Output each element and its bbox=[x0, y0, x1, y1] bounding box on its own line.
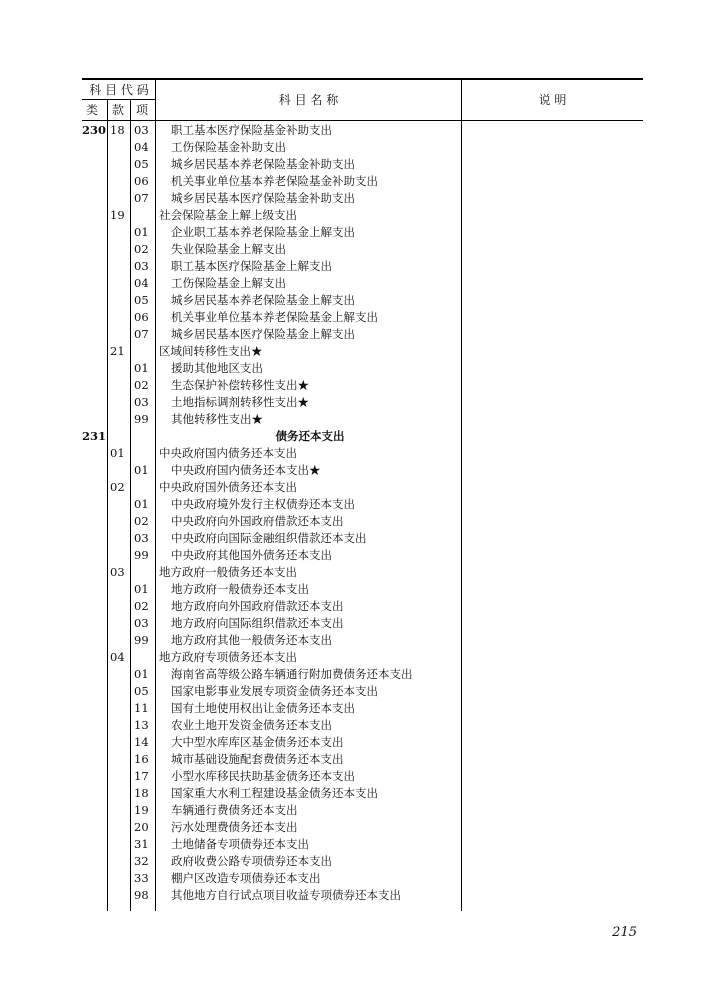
table-row bbox=[82, 581, 643, 598]
subject-name: 机关事业单位基本养老保险基金上解支出 bbox=[171, 310, 378, 324]
table-row bbox=[82, 649, 643, 666]
table-row bbox=[82, 853, 643, 870]
subject-name: 土地指标调剂转移性支出★ bbox=[171, 395, 309, 409]
code-kuan: 04 bbox=[110, 650, 125, 664]
table-row bbox=[82, 785, 643, 802]
code-xiang: 03 bbox=[134, 395, 149, 409]
table-row bbox=[82, 275, 643, 292]
header-col-xiang: 项 bbox=[136, 103, 149, 117]
code-xiang: 01 bbox=[134, 582, 149, 596]
subject-name: 国有土地使用权出让金债务还本支出 bbox=[171, 701, 355, 715]
code-xiang: 07 bbox=[134, 327, 149, 341]
subject-name: 国家重大水利工程建设基金债务还本支出 bbox=[171, 786, 378, 800]
subject-name: 债务还本支出 bbox=[275, 429, 345, 443]
table-row bbox=[82, 700, 643, 717]
table-row bbox=[82, 496, 643, 513]
table-row bbox=[82, 717, 643, 734]
table-row bbox=[82, 224, 643, 241]
subject-name: 小型水库移民扶助基金债务还本支出 bbox=[171, 769, 355, 783]
code-xiang: 03 bbox=[134, 259, 149, 273]
subject-name: 职工基本医疗保险基金补助支出 bbox=[171, 123, 332, 137]
subject-name: 中央政府向国际金融组织借款还本支出 bbox=[171, 531, 367, 545]
code-kuan: 21 bbox=[110, 344, 125, 358]
table-top-rule bbox=[82, 78, 643, 80]
subject-name: 棚户区改造专项债券还本支出 bbox=[171, 871, 321, 885]
code-kuan: 03 bbox=[110, 565, 125, 579]
table-row bbox=[82, 547, 643, 564]
subject-name: 政府收费公路专项债券还本支出 bbox=[171, 854, 332, 868]
subject-name: 地方政府向外国政府借款还本支出 bbox=[171, 599, 344, 613]
code-xiang: 01 bbox=[134, 497, 149, 511]
subject-name: 其他转移性支出★ bbox=[171, 412, 263, 426]
table-row bbox=[82, 530, 643, 547]
code-xiang: 06 bbox=[134, 310, 149, 324]
table-row bbox=[82, 360, 643, 377]
code-lei: 231 bbox=[82, 429, 107, 443]
code-xiang: 99 bbox=[134, 633, 149, 647]
subject-name: 中央政府国内债务还本支出 bbox=[159, 446, 297, 460]
subject-name: 城乡居民基本养老保险基金补助支出 bbox=[171, 157, 355, 171]
code-xiang: 01 bbox=[134, 361, 149, 375]
code-xiang: 02 bbox=[134, 378, 149, 392]
table-row bbox=[82, 156, 643, 173]
header-col-kuan: 款 bbox=[112, 103, 125, 117]
code-xiang: 11 bbox=[134, 701, 149, 715]
table-row bbox=[82, 819, 643, 836]
table-row bbox=[82, 207, 643, 224]
table-row bbox=[82, 513, 643, 530]
code-kuan: 18 bbox=[110, 123, 125, 137]
subject-name: 地方政府其他一般债务还本支出 bbox=[171, 633, 332, 647]
table-row bbox=[82, 411, 643, 428]
code-xiang: 18 bbox=[134, 786, 149, 800]
code-kuan: 02 bbox=[110, 480, 125, 494]
code-xiang: 17 bbox=[134, 769, 149, 783]
code-xiang: 33 bbox=[134, 871, 149, 885]
header-col-lei: 类 bbox=[86, 103, 99, 117]
code-xiang: 04 bbox=[134, 140, 149, 154]
code-xiang: 05 bbox=[134, 157, 149, 171]
table-row bbox=[82, 479, 643, 496]
code-xiang: 02 bbox=[134, 242, 149, 256]
table-row bbox=[82, 241, 643, 258]
table-row bbox=[82, 377, 643, 394]
subject-name: 中央政府境外发行主权债券还本支出 bbox=[171, 497, 355, 511]
table-row bbox=[82, 683, 643, 700]
table-row bbox=[82, 445, 643, 462]
code-xiang: 31 bbox=[134, 837, 149, 851]
table-row bbox=[82, 666, 643, 683]
subject-name: 国家电影事业发展专项资金债务还本支出 bbox=[171, 684, 378, 698]
subject-name: 城市基础设施配套费债务还本支出 bbox=[171, 752, 344, 766]
code-xiang: 19 bbox=[134, 803, 149, 817]
table-row bbox=[82, 615, 643, 632]
subject-name: 地方政府向国际组织借款还本支出 bbox=[171, 616, 344, 630]
subject-name: 城乡居民基本医疗保险基金上解支出 bbox=[171, 327, 355, 341]
header-col-desc: 说 明 bbox=[538, 93, 567, 107]
code-xiang: 98 bbox=[134, 888, 149, 902]
table-row bbox=[82, 734, 643, 751]
subject-name: 地方政府专项债务还本支出 bbox=[159, 650, 297, 664]
subject-name: 地方政府一般债务还本支出 bbox=[159, 565, 297, 579]
code-xiang: 02 bbox=[134, 599, 149, 613]
code-xiang: 06 bbox=[134, 174, 149, 188]
table-row bbox=[82, 751, 643, 768]
subject-name: 中央政府向外国政府借款还本支出 bbox=[171, 514, 344, 528]
code-xiang: 03 bbox=[134, 531, 149, 545]
table-row bbox=[82, 564, 643, 581]
table-row bbox=[82, 326, 643, 343]
code-kuan: 19 bbox=[110, 208, 125, 222]
subject-name: 城乡居民基本养老保险基金上解支出 bbox=[171, 293, 355, 307]
subject-name: 工伤保险基金补助支出 bbox=[171, 140, 286, 154]
subject-name: 工伤保险基金上解支出 bbox=[171, 276, 286, 290]
code-xiang: 01 bbox=[134, 463, 149, 477]
code-xiang: 03 bbox=[134, 616, 149, 630]
subject-name: 大中型水库库区基金债务还本支出 bbox=[171, 735, 344, 749]
code-xiang: 13 bbox=[134, 718, 149, 732]
table-row bbox=[82, 598, 643, 615]
code-xiang: 05 bbox=[134, 684, 149, 698]
table-row bbox=[82, 190, 643, 207]
subject-name: 援助其他地区支出 bbox=[171, 361, 263, 375]
header-col-name: 科 目 名 称 bbox=[278, 93, 339, 107]
code-xiang: 16 bbox=[134, 752, 149, 766]
code-xiang: 07 bbox=[134, 191, 149, 205]
subject-name: 农业土地开发资金债务还本支出 bbox=[171, 718, 332, 732]
subject-name: 区域间转移性支出★ bbox=[159, 344, 263, 358]
table-row bbox=[82, 292, 643, 309]
code-xiang: 01 bbox=[134, 225, 149, 239]
table-row bbox=[82, 122, 643, 139]
subject-name: 中央政府其他国外债务还本支出 bbox=[171, 548, 332, 562]
table-row bbox=[82, 258, 643, 275]
subject-name: 城乡居民基本医疗保险基金补助支出 bbox=[171, 191, 355, 205]
code-xiang: 14 bbox=[134, 735, 149, 749]
subject-name: 失业保险基金上解支出 bbox=[171, 242, 286, 256]
table-row bbox=[82, 309, 643, 326]
subject-name: 职工基本医疗保险基金上解支出 bbox=[171, 259, 332, 273]
subject-name: 其他地方自行试点项目收益专项债券还本支出 bbox=[171, 888, 401, 902]
subject-name: 车辆通行费债务还本支出 bbox=[171, 803, 298, 817]
code-xiang: 99 bbox=[134, 412, 149, 426]
subject-name: 机关事业单位基本养老保险基金补助支出 bbox=[171, 174, 378, 188]
table-row bbox=[82, 173, 643, 190]
header-subrule bbox=[82, 99, 155, 100]
page-number: 215 bbox=[612, 925, 637, 940]
table-row bbox=[82, 343, 643, 360]
table-row bbox=[82, 632, 643, 649]
code-lei: 230 bbox=[82, 123, 107, 137]
code-xiang: 32 bbox=[134, 854, 149, 868]
subject-name: 地方政府一般债券还本支出 bbox=[171, 582, 309, 596]
subject-name: 中央政府国外债务还本支出 bbox=[159, 480, 297, 494]
subject-name: 社会保险基金上解上级支出 bbox=[159, 208, 297, 222]
table-row bbox=[82, 870, 643, 887]
table-row bbox=[82, 802, 643, 819]
table-row bbox=[82, 836, 643, 853]
code-xiang: 02 bbox=[134, 514, 149, 528]
subject-name: 海南省高等级公路车辆通行附加费债务还本支出 bbox=[171, 667, 413, 681]
subject-name: 企业职工基本养老保险基金上解支出 bbox=[171, 225, 355, 239]
code-xiang: 05 bbox=[134, 293, 149, 307]
table-row bbox=[82, 768, 643, 785]
table-row bbox=[82, 428, 643, 445]
code-xiang: 04 bbox=[134, 276, 149, 290]
table-row bbox=[82, 887, 643, 904]
code-kuan: 01 bbox=[110, 446, 125, 460]
subject-name: 污水处理费债务还本支出 bbox=[171, 820, 298, 834]
header-code-group: 科 目 代 码 bbox=[89, 83, 149, 97]
table-row bbox=[82, 462, 643, 479]
subject-name: 土地储备专项债券还本支出 bbox=[171, 837, 309, 851]
code-xiang: 01 bbox=[134, 667, 149, 681]
table-row bbox=[82, 139, 643, 156]
subject-name: 中央政府国内债务还本支出★ bbox=[171, 463, 321, 477]
code-xiang: 03 bbox=[134, 123, 149, 137]
code-xiang: 20 bbox=[134, 820, 149, 834]
code-xiang: 99 bbox=[134, 548, 149, 562]
table-row bbox=[82, 394, 643, 411]
header-bottom-rule bbox=[82, 120, 643, 121]
subject-name: 生态保护补偿转移性支出★ bbox=[171, 378, 309, 392]
